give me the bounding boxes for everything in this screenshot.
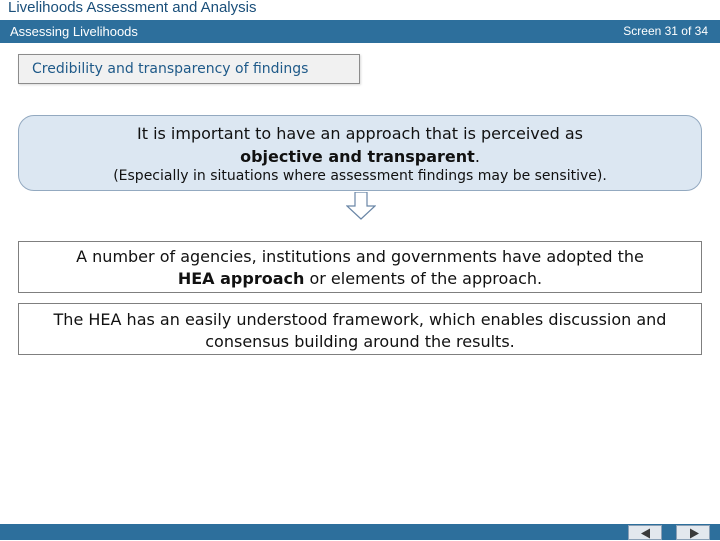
down-arrow-icon xyxy=(346,192,376,220)
screen-counter: Screen 31 of 34 xyxy=(623,24,708,38)
hea-adoption-text-end: or elements of the approach. xyxy=(304,269,543,288)
course-title: Livelihoods Assessment and Analysis xyxy=(8,0,257,16)
key-message-box xyxy=(18,115,702,191)
key-message-line1: It is important to have an approach that is perceived as xyxy=(136,124,583,143)
hea-adoption-box xyxy=(18,241,702,293)
hea-adoption-text-start: A number of agencies, institutions and governments have adopted the xyxy=(76,247,644,266)
section-heading: Credibility and transparency of findings xyxy=(32,61,309,77)
next-button[interactable] xyxy=(676,525,710,540)
course-title-bar xyxy=(0,0,720,20)
module-title: Assessing Livelihoods xyxy=(10,24,138,39)
hea-framework-box xyxy=(18,303,702,355)
key-message-period: . xyxy=(474,147,480,166)
key-message-emphasis: objective and transparent xyxy=(240,147,475,166)
key-message-line2 xyxy=(19,147,701,166)
key-message-note: (Especially in situations where assessment findings may be sensitive). xyxy=(113,168,607,184)
module-title-bar xyxy=(0,20,720,43)
right-triangle-icon xyxy=(677,526,711,541)
footer-bar xyxy=(0,524,720,540)
hea-framework-text: The HEA has an easily understood framework, which enables discussion and consensus building around the results. xyxy=(53,310,667,351)
section-heading-box xyxy=(18,54,360,84)
left-triangle-icon xyxy=(629,526,663,541)
hea-approach-emphasis: HEA approach xyxy=(177,269,305,288)
back-button[interactable] xyxy=(628,525,662,540)
